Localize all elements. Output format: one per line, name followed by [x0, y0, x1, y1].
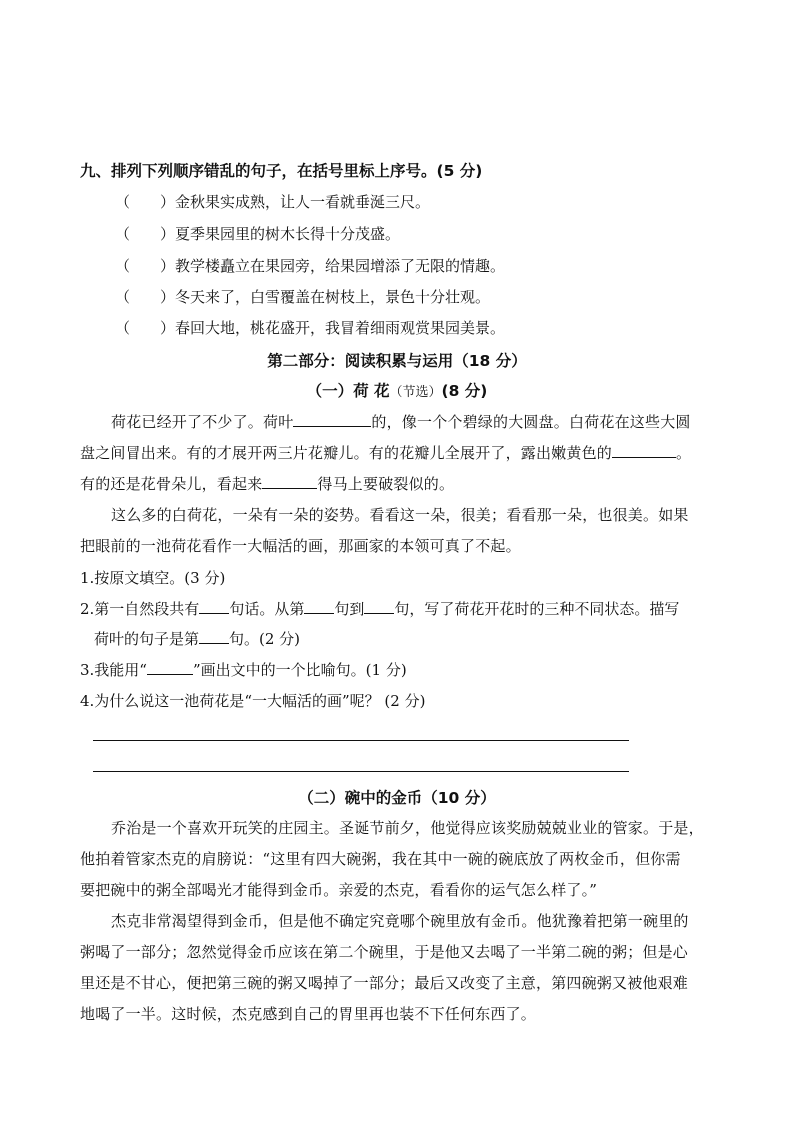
reading-2-title: （二）碗中的金币（10 分） [298, 789, 496, 807]
text: 荷叶的句子是第 [94, 630, 200, 648]
reading-1-p1-line3 [80, 473, 454, 494]
part-2-title: 第二部分：阅读积累与运用（18 分） [267, 352, 527, 370]
text: 3.我能用“ [80, 661, 147, 679]
text: 句话。从第 [229, 600, 305, 618]
reading-2-p2-line1: 杰克非常渴望得到金币，但是他不确定究竟哪个碗里放有金币。他犹豫着把第一碗里的 [111, 912, 689, 930]
reading-2-p1-line3: 要把碗中的粥全部喝光才能得到金币。亲爱的杰克，看看你的运气怎么样了。” [80, 881, 598, 899]
reading-1-p2-line2: 把眼前的一池荷花看作一大幅活的画，那画家的本领可真了不起。 [80, 537, 521, 555]
question-2-line2 [94, 628, 300, 649]
text: ”画出文中的一个比喻句。(1 分) [192, 661, 407, 679]
fill-blank[interactable] [147, 659, 193, 675]
text: 得马上要破裂似的。 [317, 475, 455, 493]
reading-1-title [0, 379, 794, 401]
ordering-item-5: （ ）春回大地，桃花盛开，我冒着细雨观赏果园美景。 [115, 319, 506, 337]
reading-2-p2-line4: 地喝了一半。这时候，杰克感到自己的胃里再也装不下任何东西了。 [80, 1005, 537, 1023]
ordering-item-3: （ ）教学楼矗立在果园旁，给果园增添了无限的情趣。 [115, 257, 506, 275]
reading-1-p1-line1 [111, 411, 691, 432]
text: 有的还是花骨朵儿，看起来 [80, 475, 263, 493]
reading-2-p1-line2: 他拍着管家杰克的肩膀说：“这里有四大碗粥，我在其中一碗的碗底放了两枚金币，但你需 [80, 850, 681, 868]
text: 句。(2 分) [229, 630, 301, 648]
reading-2-p1-line1: 乔治是一个喜欢开玩笑的庄园主。圣诞节前夕，他觉得应该奖励兢兢业业的管家。于是， [111, 819, 704, 837]
question-4: 4.为什么说这一池荷花是“一大幅活的画”呢？ (2 分) [80, 692, 426, 710]
fill-blank[interactable] [199, 598, 229, 614]
text: 2.第一自然段共有 [80, 600, 200, 618]
section-9-heading: 九、排列下列顺序错乱的句子，在括号里标上序号。(5 分) [80, 162, 483, 180]
text: 盘之间冒出来。有的才展开两三片花瓣儿。有的花瓣儿全展开了，露出嫩黄色的 [80, 444, 613, 462]
fill-blank[interactable] [262, 473, 317, 489]
question-1: 1.按原文填空。(3 分) [80, 569, 226, 587]
ordering-item-1: （ ）金秋果实成熟，让人一看就垂涎三尺。 [115, 193, 431, 211]
text: 句，写了荷花开花时的三种不同状态。描写 [394, 600, 680, 618]
question-3 [80, 659, 407, 680]
reading-1-title-note: （节选） [389, 385, 442, 400]
text: 句到 [334, 600, 365, 618]
reading-1-title-main: （一）荷 花 [306, 382, 390, 400]
reading-1-title-score: (8 分) [441, 382, 488, 400]
fill-blank[interactable] [199, 628, 229, 644]
reading-1-p1-line2 [80, 442, 691, 463]
ordering-item-4: （ ）冬天来了，白雪覆盖在树枝上，景色十分壮观。 [115, 288, 491, 306]
fill-blank[interactable] [612, 442, 676, 458]
text: 。 [676, 444, 692, 462]
text: 荷花已经开了不少了。荷叶 [111, 413, 294, 431]
fill-blank[interactable] [293, 411, 371, 427]
text: 的，像一个个碧绿的大圆盘。白荷花在这些大圆 [371, 413, 691, 431]
reading-1-p2-line1: 这么多的白荷花，一朵有一朵的姿势。看看这一朵，很美；看看那一朵，也很美。如果 [111, 506, 689, 524]
fill-blank[interactable] [304, 598, 334, 614]
answer-line-1[interactable] [93, 740, 629, 741]
reading-2-p2-line3: 里还是不甘心，便把第三碗的粥又喝掉了一部分；最后又改变了主意，第四碗粥又被他艰难 [80, 974, 689, 992]
question-2-line1 [80, 598, 679, 619]
reading-2-p2-line2: 粥喝了一部分；忽然觉得金币应该在第二个碗里，于是他又去喝了一半第二碗的粥；但是心 [80, 943, 689, 961]
ordering-item-2: （ ）夏季果园里的树木长得十分茂盛。 [115, 225, 401, 243]
answer-line-2[interactable] [93, 771, 629, 772]
fill-blank[interactable] [364, 598, 394, 614]
